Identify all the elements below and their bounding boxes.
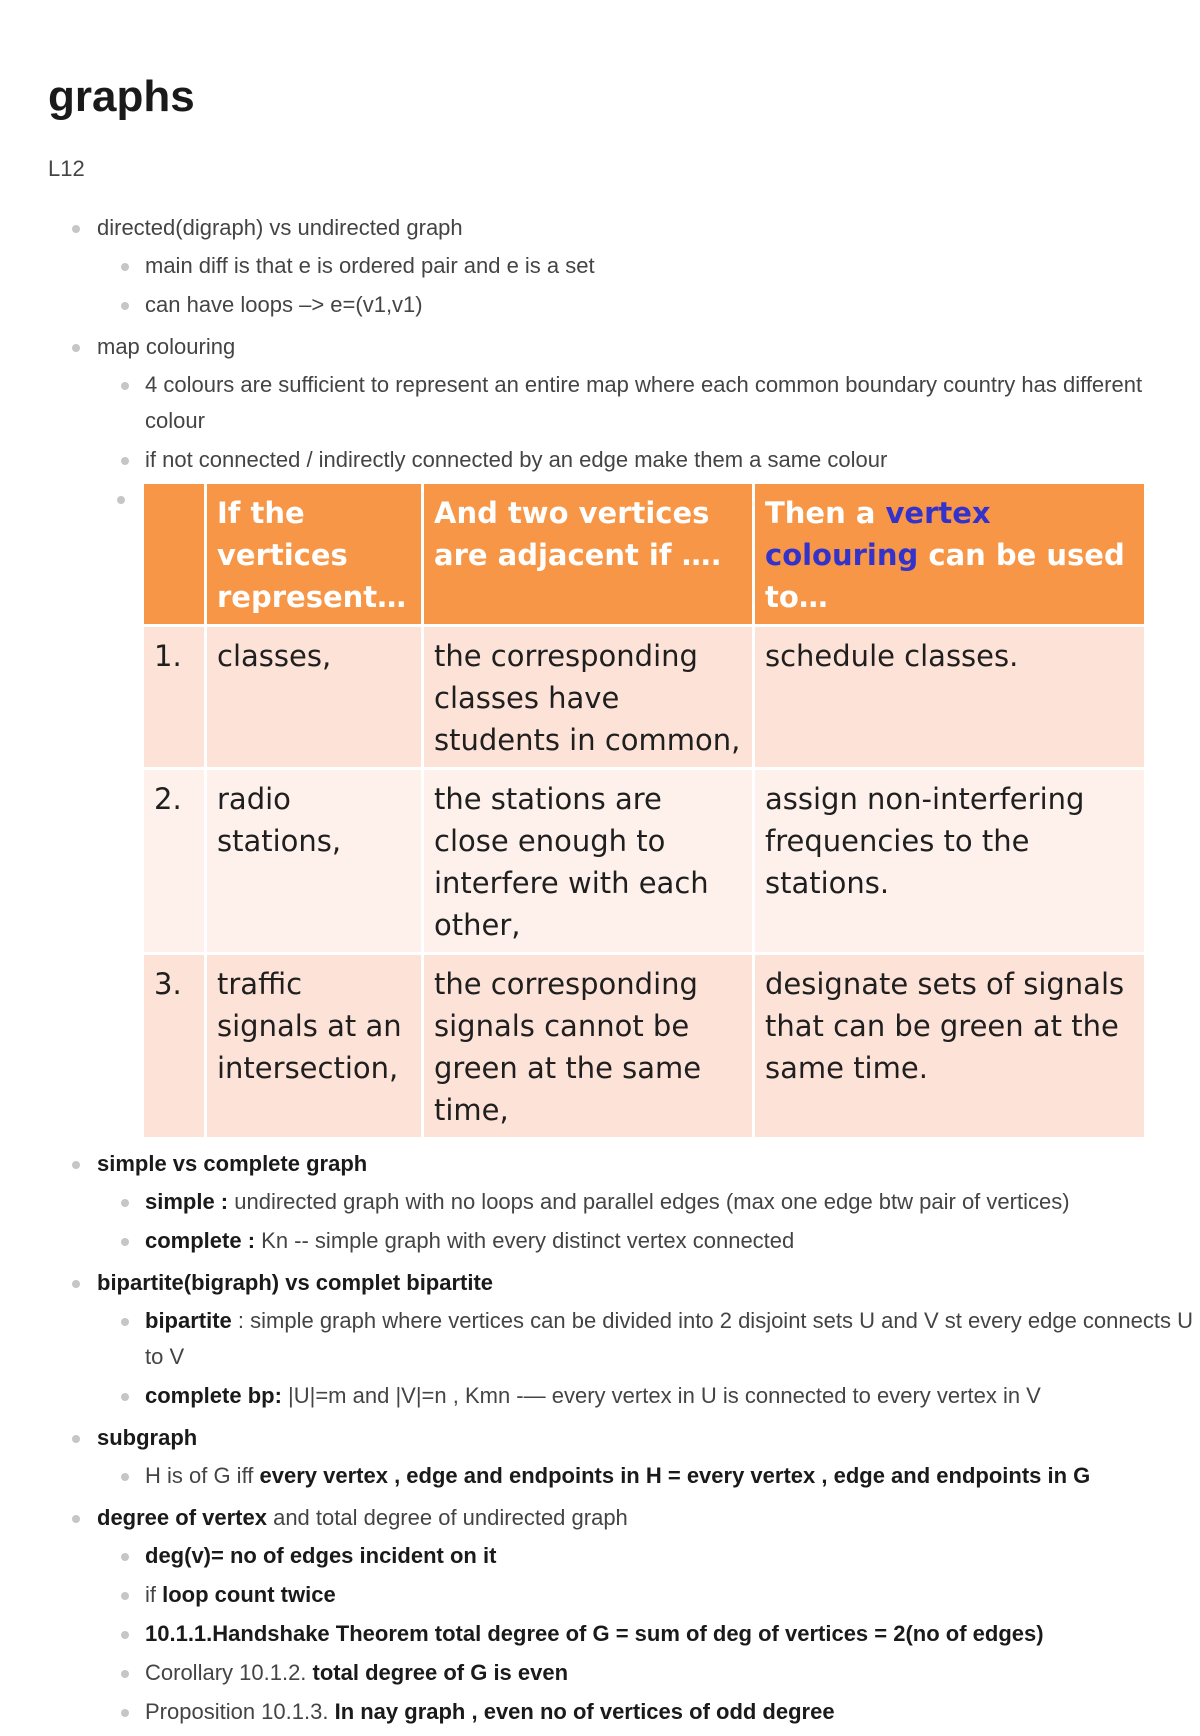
definition: |U|=m and |V|=n , Kmn -— every vertex in U is connected to every vertex in V bbox=[281, 1383, 1041, 1408]
section-label: bipartite(bigraph) vs complet bipartite bbox=[97, 1270, 494, 1295]
sub-list bbox=[97, 248, 1200, 323]
section-label: subgraph bbox=[97, 1425, 198, 1450]
table-cell: 3. bbox=[143, 954, 206, 1139]
vertex-colouring-table-wrap bbox=[141, 481, 1200, 1140]
sub-list bbox=[97, 367, 1200, 1140]
table-header-cell: If the vertices represent… bbox=[206, 483, 423, 626]
list-item-degree bbox=[0, 1500, 1200, 1730]
term: total degree of G is even bbox=[312, 1660, 569, 1685]
list-item bbox=[97, 1303, 1200, 1375]
table-cell: traffic signals at an intersection, bbox=[206, 954, 423, 1139]
table-cell: the stations are close enough to interfere with each other, bbox=[423, 769, 754, 954]
table-cell: schedule classes. bbox=[754, 626, 1146, 769]
header-text: can be used to… bbox=[765, 538, 1125, 614]
list-item-simple-complete bbox=[0, 1146, 1200, 1259]
table-header-cell bbox=[754, 483, 1146, 626]
definition: if bbox=[145, 1582, 163, 1607]
header-highlight: vertex colouring bbox=[765, 496, 991, 572]
term: complete bp: bbox=[145, 1383, 282, 1408]
notes-content bbox=[0, 210, 1200, 1736]
section-label-bold: degree of vertex bbox=[97, 1505, 267, 1530]
definition: undirected graph with no loops and parallel edges (max one edge btw pair of vertices) bbox=[228, 1189, 1070, 1214]
list-item bbox=[97, 1655, 1200, 1691]
list-item-map-colouring bbox=[0, 329, 1200, 1140]
term: every vertex , edge and endpoints in H = every vertex , edge and endpoints in G bbox=[259, 1463, 1091, 1488]
table-header-cell bbox=[143, 483, 206, 626]
table-cell: 1. bbox=[143, 626, 206, 769]
page-title: graphs bbox=[48, 72, 195, 121]
list-item bbox=[97, 1616, 1200, 1652]
table-cell: the corresponding classes have students in common, bbox=[423, 626, 754, 769]
list-item bbox=[97, 1694, 1200, 1730]
list-item: can have loops –> e=(v1,v1) bbox=[97, 287, 1200, 323]
list-item: if not connected / indirectly connected by an edge make them a same colour bbox=[97, 442, 1200, 478]
list-item-table bbox=[93, 481, 1200, 1140]
definition: Kn -- simple graph with every distinct vertex connected bbox=[255, 1228, 795, 1253]
list-item bbox=[97, 1184, 1200, 1220]
list-item: 4 colours are sufficient to represent an entire map where each common boundary country has different colour bbox=[97, 367, 1200, 439]
list-item bbox=[97, 1223, 1200, 1259]
table-cell: designate sets of signals that can be green at the same time. bbox=[754, 954, 1146, 1139]
sub-list bbox=[97, 1184, 1200, 1259]
table-cell: assign non-interfering frequencies to the stations. bbox=[754, 769, 1146, 954]
term: complete : bbox=[145, 1228, 256, 1253]
vertex-colouring-table bbox=[141, 481, 1147, 1140]
outline-list bbox=[0, 210, 1200, 1730]
list-item bbox=[97, 1378, 1200, 1414]
table-row bbox=[143, 769, 1146, 954]
sub-list bbox=[97, 1303, 1200, 1414]
section-label: simple vs complete graph bbox=[97, 1151, 368, 1176]
list-item-bipartite bbox=[0, 1265, 1200, 1414]
list-item: main diff is that e is ordered pair and e is a set bbox=[97, 248, 1200, 284]
definition: Proposition 10.1.3. bbox=[145, 1699, 335, 1724]
list-item-subgraph bbox=[0, 1420, 1200, 1494]
page-subtitle: L12 bbox=[48, 156, 85, 181]
list-item bbox=[97, 1538, 1200, 1574]
definition: : simple graph where vertices can be divided into 2 disjoint sets U and V st every edge connects U to V bbox=[145, 1308, 1193, 1369]
list-item bbox=[97, 1577, 1200, 1613]
table-row bbox=[143, 954, 1146, 1139]
table-cell: classes, bbox=[206, 626, 423, 769]
section-label: directed(digraph) vs undirected graph bbox=[97, 215, 463, 240]
term: simple : bbox=[145, 1189, 229, 1214]
table-cell: 2. bbox=[143, 769, 206, 954]
section-label: map colouring bbox=[97, 334, 236, 359]
term: loop count twice bbox=[162, 1582, 336, 1607]
table-header-cell: And two vertices are adjacent if …. bbox=[423, 483, 754, 626]
definition: Corollary 10.1.2. bbox=[145, 1660, 313, 1685]
list-item bbox=[97, 1458, 1200, 1494]
term: deg(v)= no of edges incident on it bbox=[145, 1543, 497, 1568]
sub-list bbox=[97, 1458, 1200, 1494]
table-cell: radio stations, bbox=[206, 769, 423, 954]
list-item-directed bbox=[0, 210, 1200, 323]
term: bipartite bbox=[145, 1308, 232, 1333]
table-header-row bbox=[143, 483, 1146, 626]
definition: H is of G iff bbox=[145, 1463, 260, 1488]
table-row bbox=[143, 626, 1146, 769]
table-cell: the corresponding signals cannot be green at the same time, bbox=[423, 954, 754, 1139]
term: 10.1.1.Handshake Theorem total degree of G = sum of deg of vertices = 2(no of edges) bbox=[145, 1621, 1044, 1646]
header-text: Then a bbox=[765, 496, 886, 530]
term: In nay graph , even no of vertices of odd degree bbox=[334, 1699, 835, 1724]
sub-list bbox=[97, 1538, 1200, 1730]
section-label-text: and total degree of undirected graph bbox=[266, 1505, 628, 1530]
